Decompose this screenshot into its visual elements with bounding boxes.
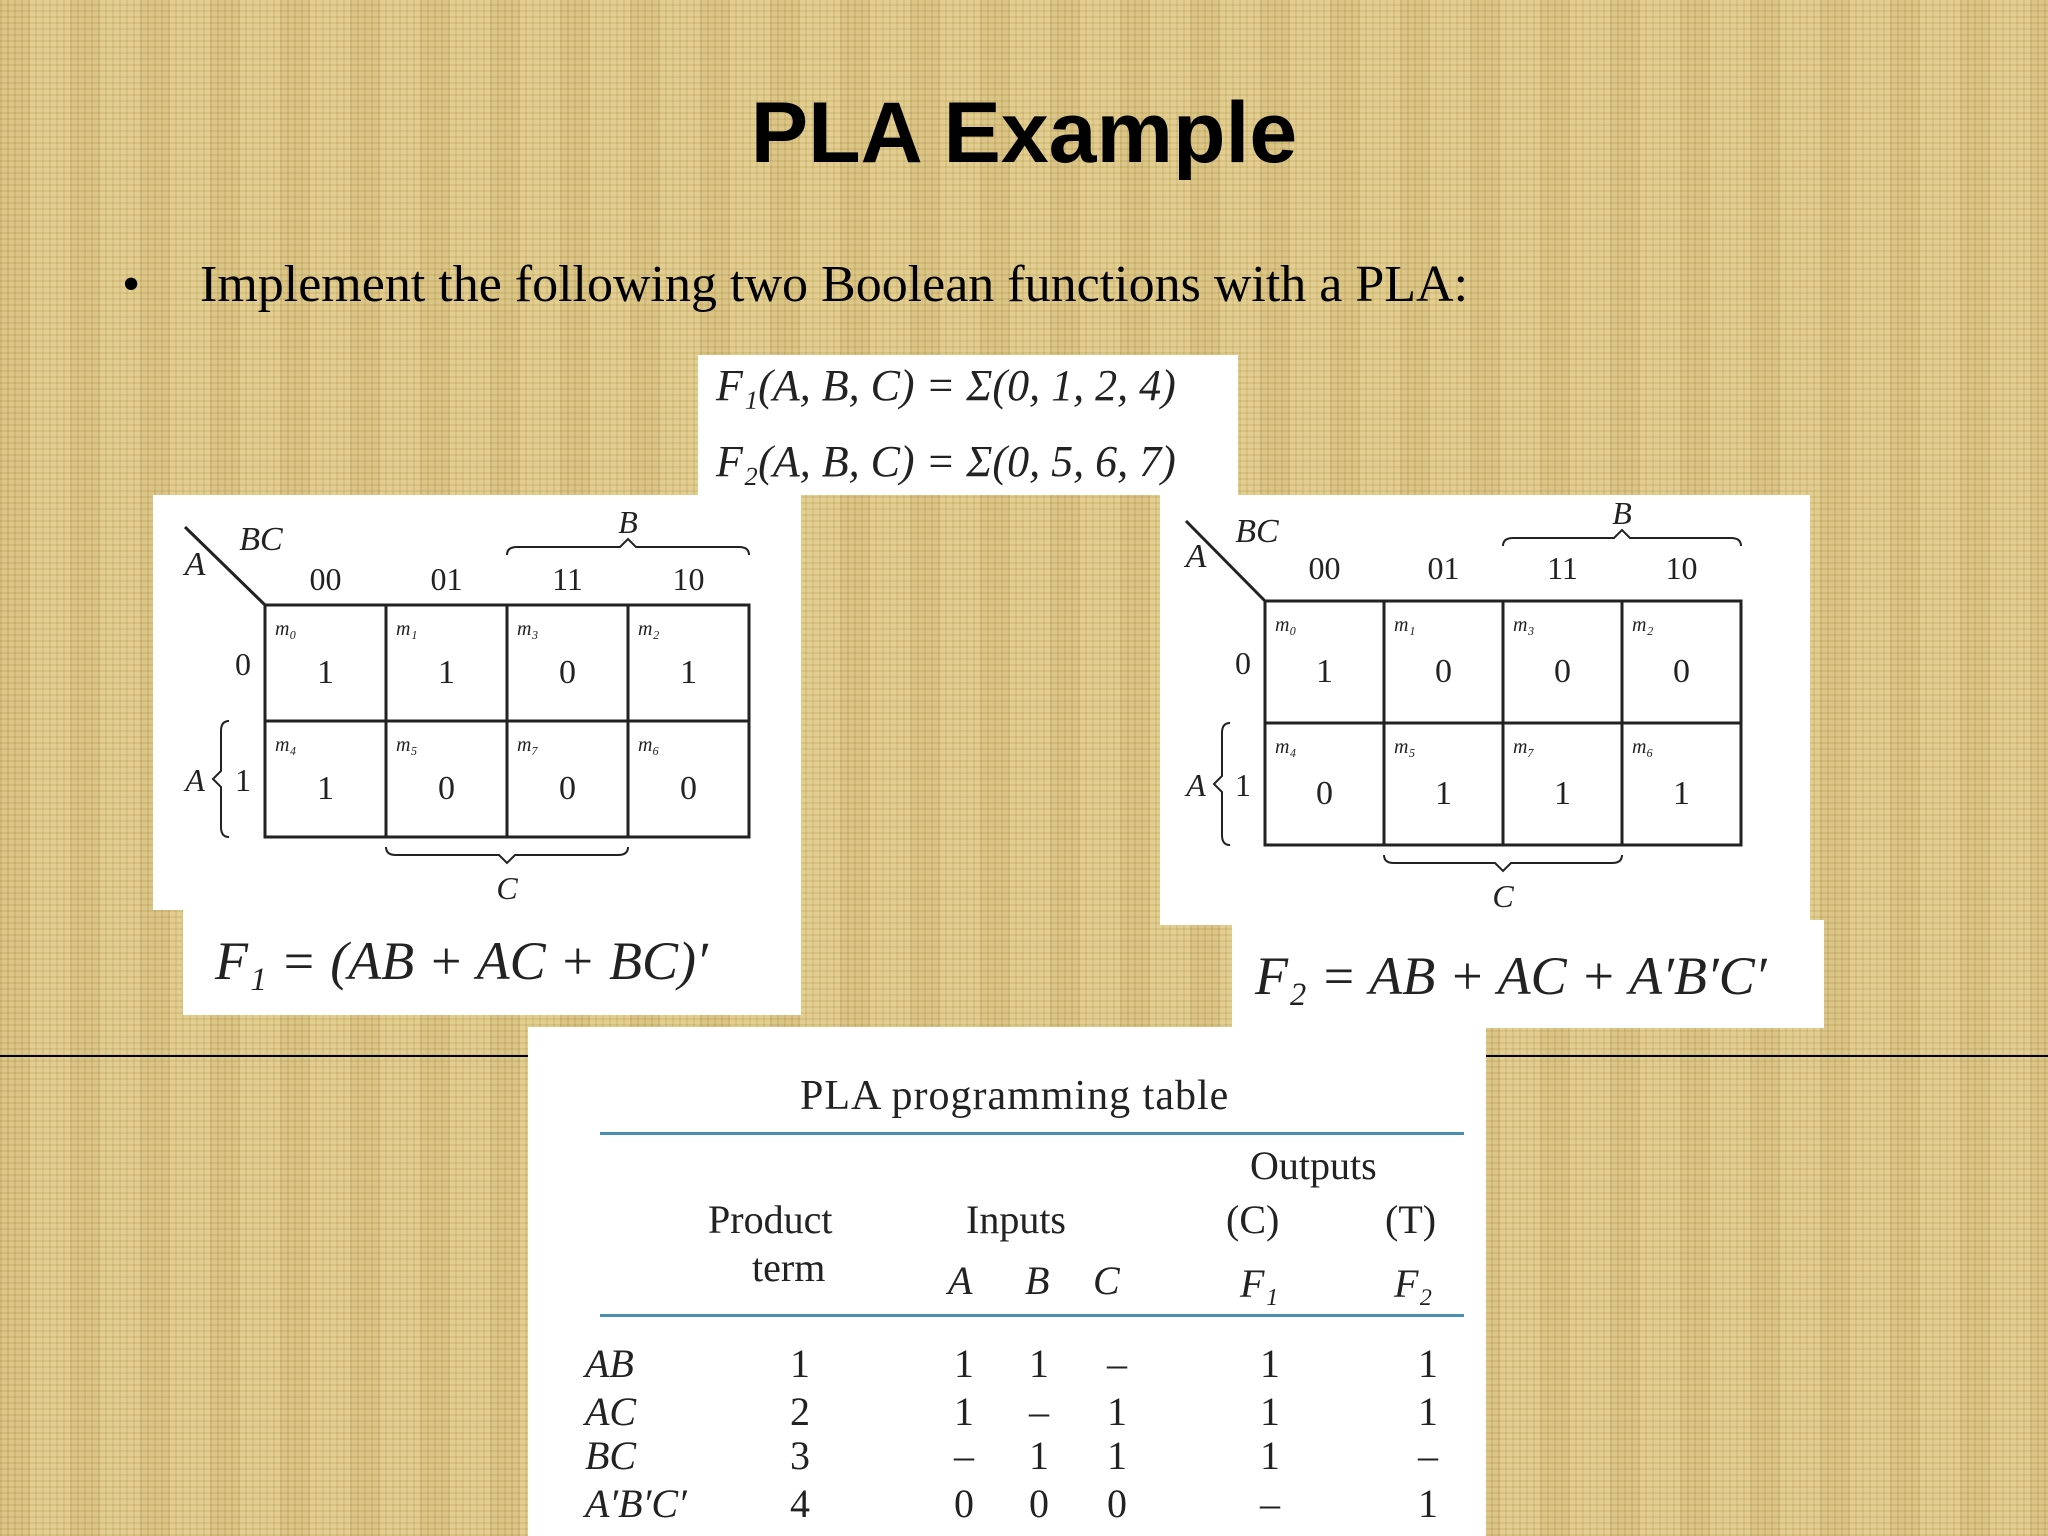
kmap_left-cell-value: 0 bbox=[438, 770, 455, 807]
kmap_left-bottom-var-label: C bbox=[496, 870, 518, 906]
pla-table-title: PLA programming table bbox=[800, 1073, 1230, 1119]
row-output-f1: 1 bbox=[1260, 1341, 1280, 1386]
pla-table-header-rule bbox=[600, 1314, 1464, 1317]
row-output-f1: 1 bbox=[1260, 1389, 1280, 1434]
kmap_left-brace-b bbox=[507, 539, 749, 555]
kmap_right-cell-value: 1 bbox=[1554, 775, 1571, 812]
row-output-f1: 1 bbox=[1260, 1433, 1280, 1478]
row-input-a: – bbox=[954, 1433, 974, 1478]
row-input-b: – bbox=[1029, 1389, 1049, 1434]
kmap_left-brace-a bbox=[213, 721, 229, 837]
formula-f1: F₁ = (AB + AC + BC)′ bbox=[215, 931, 708, 991]
kmap_right-row-label: 1 bbox=[1235, 767, 1251, 803]
kmap_left-cell-value: 1 bbox=[680, 654, 697, 691]
header-product: Product bbox=[708, 1197, 833, 1242]
row-input-a: 0 bbox=[954, 1481, 974, 1526]
kmap_right-svg bbox=[1160, 495, 1810, 925]
kmap_left-row-label: 1 bbox=[235, 762, 251, 798]
kmap_left-col-label: 10 bbox=[672, 561, 705, 597]
kmap_left-minterm-label: m₅ bbox=[396, 734, 418, 756]
row-term-number: 4 bbox=[790, 1481, 810, 1526]
kmap-right bbox=[1160, 495, 1810, 925]
kmap_left-cell-value: 0 bbox=[559, 770, 576, 807]
row-input-c: 1 bbox=[1107, 1389, 1127, 1434]
kmap_left-minterm-label: m₇ bbox=[517, 734, 539, 756]
kmap_left-col-label: 11 bbox=[552, 561, 583, 597]
kmap_right-side-var-label: A bbox=[1186, 767, 1206, 803]
kmap_left-cell-value: 1 bbox=[438, 654, 455, 691]
kmap_right-cell-value: 0 bbox=[1435, 653, 1452, 690]
kmap_left-col-label: 01 bbox=[430, 561, 463, 597]
row-input-c: – bbox=[1107, 1341, 1127, 1386]
kmap_right-col-label: 11 bbox=[1547, 550, 1578, 586]
row-product-term: AC bbox=[585, 1389, 637, 1434]
kmap_right-corner-bc-label: BC bbox=[1235, 513, 1279, 550]
header-f1: F₁ bbox=[1240, 1261, 1279, 1306]
kmap_right-minterm-label: m₆ bbox=[1632, 736, 1654, 758]
kmap_left-minterm-label: m₀ bbox=[275, 618, 297, 640]
kmap_right-col-label: 00 bbox=[1308, 550, 1341, 586]
kmap_left-corner-bc-label: BC bbox=[239, 521, 283, 558]
header-cc: C bbox=[1093, 1258, 1120, 1303]
header-outputs: Outputs bbox=[1250, 1143, 1377, 1188]
row-input-a: 1 bbox=[954, 1341, 974, 1386]
kmap_right-cell-value: 1 bbox=[1673, 775, 1690, 812]
bullet-text: Implement the following two Boolean functions with a PLA: bbox=[200, 256, 1469, 313]
kmap_left-brace-c bbox=[386, 847, 628, 863]
row-input-b: 1 bbox=[1029, 1433, 1049, 1478]
row-input-c: 1 bbox=[1107, 1433, 1127, 1478]
header-f2: F₂ bbox=[1394, 1261, 1433, 1306]
kmap_right-cell-value: 0 bbox=[1316, 775, 1333, 812]
kmap_right-brace-a bbox=[1214, 723, 1230, 845]
kmap_left-minterm-label: m₃ bbox=[517, 618, 539, 640]
header-b: B bbox=[1025, 1258, 1050, 1303]
row-term-number: 2 bbox=[790, 1389, 810, 1434]
kmap_right-brace-c bbox=[1384, 855, 1622, 871]
kmap_right-top-var-label: B bbox=[1612, 495, 1632, 531]
kmap-left bbox=[153, 495, 801, 910]
kmap_left-minterm-label: m₆ bbox=[638, 734, 660, 756]
row-product-term: A′B′C′ bbox=[585, 1481, 687, 1526]
row-output-f1: – bbox=[1260, 1481, 1280, 1526]
kmap_left-cell-value: 1 bbox=[317, 770, 334, 807]
kmap_left-cell-value: 0 bbox=[680, 770, 697, 807]
kmap_left-top-var-label: B bbox=[618, 504, 638, 540]
kmap_left-minterm-label: m₂ bbox=[638, 618, 660, 640]
kmap_right-cell-value: 0 bbox=[1673, 653, 1690, 690]
kmap_right-cell-value: 1 bbox=[1316, 653, 1333, 690]
row-output-f2: 1 bbox=[1418, 1341, 1438, 1386]
kmap_right-corner-a-label: A bbox=[1185, 538, 1207, 575]
kmap_right-minterm-label: m₇ bbox=[1513, 736, 1535, 758]
kmap_right-minterm-label: m₄ bbox=[1275, 736, 1297, 758]
kmap_right-minterm-label: m₀ bbox=[1275, 614, 1297, 636]
kmap_right-brace-b bbox=[1503, 530, 1741, 546]
row-term-number: 3 bbox=[790, 1433, 810, 1478]
kmap_left-svg bbox=[153, 495, 801, 910]
kmap_right-cell-value: 0 bbox=[1554, 653, 1571, 690]
equation-f2: F₂(A, B, C) = Σ(0, 5, 6, 7) bbox=[716, 437, 1176, 486]
kmap_right-minterm-label: m₁ bbox=[1394, 614, 1416, 636]
row-output-f2: – bbox=[1418, 1433, 1438, 1478]
kmap_left-cell-value: 0 bbox=[559, 654, 576, 691]
kmap_right-cell-value: 1 bbox=[1435, 775, 1452, 812]
kmap_left-col-label: 00 bbox=[309, 561, 342, 597]
header-a: A bbox=[948, 1258, 973, 1303]
header-c: (C) bbox=[1226, 1197, 1280, 1242]
row-input-b: 0 bbox=[1029, 1481, 1049, 1526]
kmap_right-row-label: 0 bbox=[1235, 645, 1251, 681]
formula-f2: F₂ = AB + AC + A′B′C′ bbox=[1255, 946, 1767, 1006]
kmap_left-minterm-label: m₄ bbox=[275, 734, 297, 756]
slide-title: PLA Example bbox=[750, 85, 1298, 181]
kmap_right-minterm-label: m₃ bbox=[1513, 614, 1535, 636]
row-product-term: AB bbox=[585, 1341, 634, 1386]
kmap_right-bottom-var-label: C bbox=[1492, 878, 1514, 914]
kmap_right-col-label: 01 bbox=[1427, 550, 1460, 586]
kmap_left-cell-value: 1 bbox=[317, 654, 334, 691]
kmap_left-row-label: 0 bbox=[235, 646, 251, 682]
row-product-term: BC bbox=[585, 1433, 637, 1478]
header-inputs: Inputs bbox=[966, 1197, 1066, 1242]
kmap_left-corner-a-label: A bbox=[184, 546, 206, 583]
row-output-f2: 1 bbox=[1418, 1481, 1438, 1526]
header-term: term bbox=[752, 1245, 826, 1290]
row-term-number: 1 bbox=[790, 1341, 810, 1386]
kmap_right-minterm-label: m₂ bbox=[1632, 614, 1654, 636]
equation-f1: F₁(A, B, C) = Σ(0, 1, 2, 4) bbox=[716, 361, 1176, 410]
kmap_left-minterm-label: m₁ bbox=[396, 618, 418, 640]
kmap_right-minterm-label: m₅ bbox=[1394, 736, 1416, 758]
kmap_left-side-var-label: A bbox=[185, 762, 205, 798]
row-input-b: 1 bbox=[1029, 1341, 1049, 1386]
row-output-f2: 1 bbox=[1418, 1389, 1438, 1434]
kmap_right-col-label: 10 bbox=[1665, 550, 1698, 586]
row-input-c: 0 bbox=[1107, 1481, 1127, 1526]
row-input-a: 1 bbox=[954, 1389, 974, 1434]
pla-table-top-rule bbox=[600, 1132, 1464, 1135]
header-t: (T) bbox=[1385, 1197, 1437, 1242]
bullet-symbol: • bbox=[122, 256, 141, 313]
